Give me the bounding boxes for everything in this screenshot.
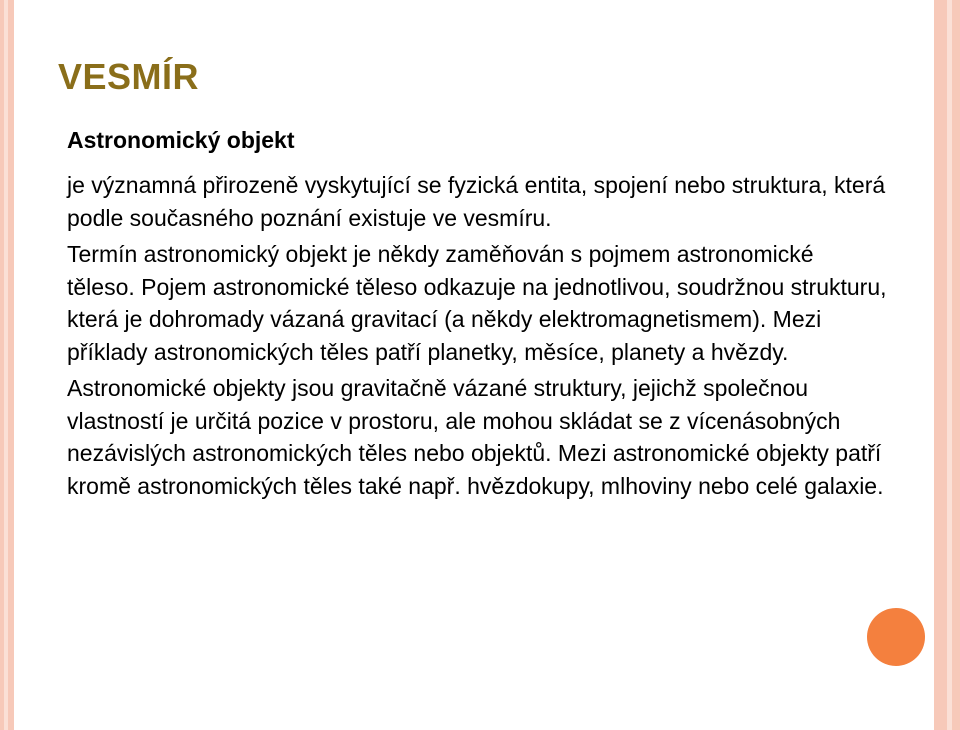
slide-content	[67, 123, 887, 506]
decorative-orange-circle	[867, 608, 925, 666]
left-border-stripe	[0, 0, 14, 730]
slide-title: VESMÍR	[58, 56, 200, 97]
right-border-inner-stripe	[947, 0, 952, 730]
paragraph-definition: je významná přirozeně vyskytující se fyzická entita, spojení nebo struktura, která podle současného poznání existuje ve vesmíru.	[67, 172, 886, 231]
slide-subtitle: Astronomický objekt	[67, 127, 295, 153]
paragraph-term-comparison: Termín astronomický objekt je někdy zaměňován s pojmem astronomické těleso. Pojem astronomické těleso odkazuje na jednotlivou, soudržnou strukturu, která je dohromady vázaná gravitací (a někdy elektromagnetismem). Mezi příklady astronomických těles patří planetky, měsíce, planety a hvězdy.	[67, 241, 887, 365]
paragraph-object-examples: Astronomické objekty jsou gravitačně vázané struktury, jejichž společnou vlastností je určitá pozice v prostoru, ale mohou skládat se z vícenásobných nezávislých astronomických těles nebo objektů. Mezi astronomické objekty patří kromě astronomických těles také např. hvězdokupy, mlhoviny nebo celé galaxie.	[67, 375, 884, 499]
right-border-stripe	[934, 0, 960, 730]
left-border-inner-stripe	[4, 0, 8, 730]
